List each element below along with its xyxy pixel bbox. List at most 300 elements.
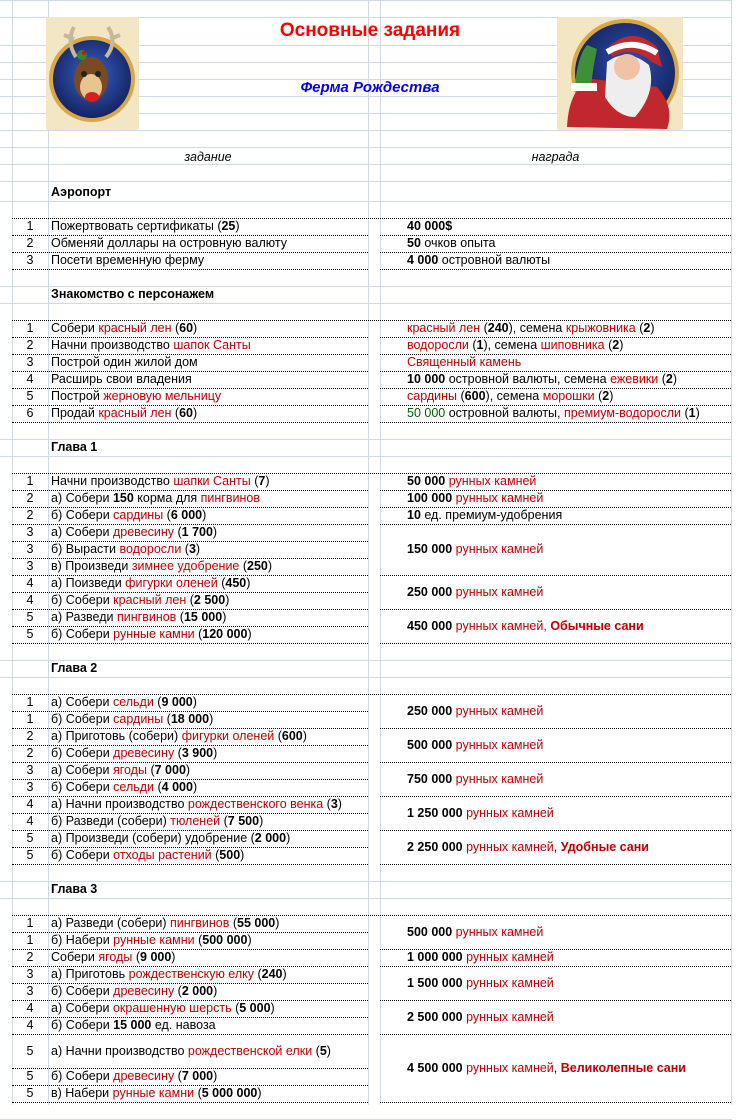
text-run: ед. навоза bbox=[151, 1018, 216, 1032]
task-text bbox=[51, 388, 221, 405]
task-number: 3 bbox=[26, 355, 34, 369]
task-text bbox=[51, 694, 197, 711]
text-run: пингвинов bbox=[170, 916, 230, 930]
task-text bbox=[51, 796, 342, 813]
text-run: 40 000$ bbox=[407, 219, 453, 233]
text-run: 15 000 bbox=[113, 1018, 152, 1032]
text-run: 50 000 bbox=[407, 474, 446, 488]
text-run: б) Собери bbox=[51, 984, 114, 998]
task-number: 2 bbox=[26, 746, 34, 760]
text-run: Расширь свои владения bbox=[51, 372, 192, 386]
task-number: 3 bbox=[26, 542, 34, 556]
task-text bbox=[51, 762, 190, 779]
reindeer-icon bbox=[46, 17, 139, 130]
text-run: рунные камни bbox=[113, 627, 195, 641]
reward-text bbox=[407, 490, 543, 507]
task-text bbox=[51, 813, 263, 830]
grid-hline bbox=[0, 201, 732, 202]
task-text bbox=[51, 354, 198, 371]
text-run: 9 000 bbox=[161, 695, 193, 709]
text-run: 9 000 bbox=[140, 950, 172, 964]
text-run: древесину bbox=[113, 984, 175, 998]
text-run: 4 000 bbox=[407, 253, 439, 267]
text-run: ( bbox=[176, 610, 184, 624]
grid-hline bbox=[0, 881, 732, 882]
reward-border bbox=[380, 269, 731, 270]
task-text bbox=[51, 609, 226, 626]
text-run: ( bbox=[229, 916, 238, 930]
task-number: 2 bbox=[26, 338, 34, 352]
text-run: ( bbox=[154, 780, 162, 794]
text-run: в) Произведи bbox=[51, 559, 132, 573]
text-run: 500 000 bbox=[202, 933, 248, 947]
text-run: 7 500 bbox=[227, 814, 260, 828]
task-text bbox=[51, 847, 244, 864]
text-run: ) bbox=[650, 321, 655, 335]
text-run: ) bbox=[213, 746, 218, 760]
task-number: 1 bbox=[26, 321, 34, 335]
reindeer-image bbox=[46, 17, 139, 130]
reward-text bbox=[407, 728, 543, 762]
grid-hline bbox=[0, 677, 732, 678]
text-run: ( bbox=[171, 406, 180, 420]
text-run: 250 000 bbox=[407, 704, 453, 718]
text-run: 2 bbox=[602, 389, 610, 403]
text-run: рунных камней bbox=[452, 585, 544, 599]
task-number: 1 bbox=[26, 219, 34, 233]
text-run: 240 bbox=[487, 321, 509, 335]
text-run: ) bbox=[212, 525, 218, 539]
task-text bbox=[51, 711, 213, 728]
text-run: Построй bbox=[51, 389, 104, 403]
text-run: 150 000 bbox=[407, 542, 453, 556]
task-number: 2 bbox=[26, 950, 34, 964]
text-run: окрашенную шерсть bbox=[112, 1001, 232, 1015]
text-run: рождественской елки bbox=[187, 1044, 313, 1058]
text-run: 2 bbox=[665, 372, 673, 386]
page-subtitle: Ферма Рождества bbox=[300, 79, 440, 96]
text-run: ежевики bbox=[610, 372, 659, 386]
task-number: 6 bbox=[26, 406, 34, 420]
reward-border bbox=[380, 643, 731, 644]
text-run: б) Разведи (собери) bbox=[51, 814, 171, 828]
text-run: ягоды bbox=[98, 950, 133, 964]
text-run: ) bbox=[195, 542, 201, 556]
text-run: а) Начни производство bbox=[51, 797, 188, 811]
text-run: 5 000 bbox=[239, 1001, 271, 1015]
task-number: 4 bbox=[26, 1018, 34, 1032]
row-border bbox=[12, 864, 368, 865]
text-run: ) bbox=[275, 916, 280, 930]
text-run: 25 bbox=[221, 219, 236, 233]
text-run: ( bbox=[323, 797, 331, 811]
reward-text bbox=[407, 575, 543, 609]
text-run: ( bbox=[254, 967, 262, 981]
text-run: б) Собери bbox=[51, 712, 114, 726]
task-number: 3 bbox=[26, 559, 34, 573]
text-run: премиум-водоросли bbox=[564, 406, 681, 420]
text-run: рождественскую елку bbox=[128, 967, 254, 981]
text-run: б) Собери bbox=[51, 508, 114, 522]
text-run: 4 000 bbox=[161, 780, 193, 794]
reward-text bbox=[407, 371, 677, 388]
text-run: б) Собери bbox=[51, 780, 114, 794]
text-run: 2 bbox=[612, 338, 620, 352]
text-run: рунных камней bbox=[452, 738, 544, 752]
text-run: Начни производство bbox=[51, 474, 174, 488]
text-run: рунных камней bbox=[452, 772, 544, 786]
task-number: 5 bbox=[26, 1086, 34, 1100]
text-run: древесину bbox=[113, 746, 175, 760]
text-run: рунных камней bbox=[445, 474, 537, 488]
text-run: ), семена bbox=[485, 389, 543, 403]
section-title: Аэропорт bbox=[51, 185, 112, 199]
reward-text bbox=[407, 796, 554, 830]
text-run: ) bbox=[193, 406, 198, 420]
text-run: Священный камень bbox=[407, 355, 522, 369]
text-run: ) bbox=[171, 950, 176, 964]
text-run: ед. премиум-удобрения bbox=[420, 508, 563, 522]
task-text bbox=[51, 779, 197, 796]
text-run: 450 000 bbox=[407, 619, 453, 633]
text-run: сардины bbox=[407, 389, 458, 403]
column-header-task: задание bbox=[184, 150, 232, 164]
text-run: рунных камней bbox=[452, 704, 544, 718]
task-text bbox=[51, 626, 252, 643]
text-run: рунных камней bbox=[462, 806, 554, 820]
text-run: красный лен bbox=[407, 321, 481, 335]
text-run: ) bbox=[282, 967, 287, 981]
text-run: ) bbox=[270, 1001, 275, 1015]
text-run: ) bbox=[672, 372, 678, 386]
text-run: , bbox=[543, 619, 551, 633]
text-run: ) bbox=[240, 848, 245, 862]
task-text bbox=[51, 592, 229, 609]
grid-hline bbox=[0, 0, 732, 1]
text-run: ) bbox=[202, 508, 207, 522]
text-run: рунных камней bbox=[462, 840, 554, 854]
task-number: 3 bbox=[26, 763, 34, 777]
text-run: а) Начни производство bbox=[51, 1044, 188, 1058]
section-title: Глава 1 bbox=[51, 440, 98, 454]
text-run: б) Собери bbox=[51, 746, 114, 760]
text-run: ( bbox=[194, 627, 203, 641]
task-text bbox=[51, 728, 307, 745]
text-run: ( bbox=[658, 372, 666, 386]
text-run: ) bbox=[337, 797, 342, 811]
text-run: сардины bbox=[113, 508, 164, 522]
text-run: водоросли bbox=[407, 338, 469, 352]
reward-text bbox=[407, 762, 543, 796]
text-run: ) bbox=[267, 559, 273, 573]
task-text bbox=[51, 371, 192, 388]
task-text bbox=[51, 490, 260, 507]
text-run: 10 bbox=[407, 508, 421, 522]
reward-text bbox=[407, 694, 543, 728]
text-run: ) bbox=[259, 814, 264, 828]
text-run: ) bbox=[222, 610, 227, 624]
text-run: Пожертвовать сертификаты bbox=[51, 219, 218, 233]
task-number: 4 bbox=[26, 797, 34, 811]
text-run: ( bbox=[250, 474, 259, 488]
task-number: 1 bbox=[26, 916, 34, 930]
task-number: 3 bbox=[26, 525, 34, 539]
text-run: ) bbox=[302, 729, 307, 743]
text-run: ) bbox=[609, 389, 614, 403]
text-run: Собери bbox=[51, 321, 99, 335]
text-run: 240 bbox=[261, 967, 283, 981]
text-run: морошки bbox=[542, 389, 595, 403]
task-text bbox=[51, 1000, 275, 1017]
reward-text bbox=[407, 218, 452, 235]
task-text bbox=[51, 473, 270, 490]
grid-hline bbox=[0, 130, 732, 131]
text-run: ( bbox=[146, 763, 155, 777]
task-number: 1 bbox=[26, 695, 34, 709]
text-run: ( bbox=[174, 1069, 182, 1083]
text-run: а) Собери bbox=[51, 491, 113, 505]
task-text bbox=[51, 983, 217, 1000]
text-run: а) Собери bbox=[51, 1001, 113, 1015]
reward-text bbox=[407, 354, 521, 371]
task-text bbox=[51, 966, 287, 983]
task-number: 5 bbox=[26, 389, 34, 403]
task-number: 4 bbox=[26, 372, 34, 386]
text-run: Построй один жилой дом bbox=[51, 355, 198, 369]
text-run: 3 900 bbox=[181, 746, 214, 760]
text-run: , bbox=[553, 840, 561, 854]
text-run: 600 bbox=[281, 729, 303, 743]
reward-text bbox=[407, 1000, 554, 1034]
text-run: рождественского венка bbox=[187, 797, 324, 811]
text-run: 1 bbox=[688, 406, 696, 420]
text-run: ( bbox=[274, 729, 282, 743]
text-run: ( bbox=[220, 814, 228, 828]
text-run: 1 250 000 bbox=[407, 806, 463, 820]
row-border bbox=[12, 643, 368, 644]
reward-text bbox=[407, 949, 554, 966]
text-run: ( bbox=[680, 406, 689, 420]
task-text bbox=[51, 320, 197, 337]
text-run: ( bbox=[181, 542, 189, 556]
text-run: рунные камни bbox=[112, 1086, 195, 1100]
text-run: в) Набери bbox=[51, 1086, 113, 1100]
task-number: 2 bbox=[26, 508, 34, 522]
text-run: ( bbox=[174, 525, 182, 539]
text-run: ) bbox=[286, 831, 291, 845]
text-run: фигурки оленей bbox=[125, 576, 218, 590]
text-run: Удобные сани bbox=[560, 840, 649, 854]
text-run: а) Произведи (собери) удобрение ( bbox=[51, 831, 255, 845]
text-run: рунных камней bbox=[462, 1010, 554, 1024]
text-run: 2 500 bbox=[193, 593, 226, 607]
text-run: 2 000 bbox=[254, 831, 287, 845]
task-number: 2 bbox=[26, 491, 34, 505]
task-number: 5 bbox=[26, 831, 34, 845]
text-run: ( bbox=[457, 389, 465, 403]
text-run: 7 bbox=[258, 474, 266, 488]
text-run: ( bbox=[163, 712, 171, 726]
row-border bbox=[12, 1102, 368, 1103]
reward-text bbox=[407, 473, 536, 490]
text-run: ), семена bbox=[508, 321, 566, 335]
text-run: ) bbox=[192, 695, 197, 709]
text-run: ( bbox=[186, 593, 194, 607]
task-number: 5 bbox=[26, 848, 34, 862]
text-run: 60 bbox=[179, 321, 194, 335]
task-text bbox=[51, 541, 200, 558]
text-run: а) Собери bbox=[51, 695, 113, 709]
text-run: ( bbox=[604, 338, 613, 352]
text-run: 500 000 bbox=[407, 738, 453, 752]
reward-text bbox=[407, 388, 613, 405]
text-run: островной валюты, bbox=[445, 406, 564, 420]
text-run: 600 bbox=[464, 389, 486, 403]
text-run: а) Собери bbox=[51, 763, 113, 777]
text-run: 100 000 bbox=[407, 491, 453, 505]
grid-hline bbox=[0, 660, 732, 661]
text-run: фигурки оленей bbox=[181, 729, 275, 743]
text-run: 55 000 bbox=[237, 916, 276, 930]
text-run: 2 500 000 bbox=[407, 1010, 463, 1024]
text-run: ( bbox=[239, 559, 248, 573]
task-number: 1 bbox=[26, 474, 34, 488]
text-run: рунных камней bbox=[462, 976, 554, 990]
text-run: 250 bbox=[247, 559, 268, 573]
reward-text bbox=[407, 320, 655, 337]
text-run: а) Приготовь bbox=[51, 967, 129, 981]
text-run: 10 000 bbox=[407, 372, 446, 386]
text-run: ) bbox=[192, 780, 198, 794]
task-text bbox=[51, 337, 251, 354]
row-border bbox=[12, 422, 368, 423]
text-run: ( bbox=[194, 933, 203, 947]
task-number: 2 bbox=[26, 236, 34, 250]
reward-text bbox=[407, 507, 562, 524]
task-number: 5 bbox=[26, 627, 34, 641]
task-text bbox=[51, 405, 197, 422]
reward-text bbox=[407, 609, 644, 643]
text-run: рунных камней bbox=[452, 619, 544, 633]
text-run: ) bbox=[235, 219, 240, 233]
text-run: ) bbox=[213, 1069, 218, 1083]
text-run: тюленей bbox=[170, 814, 221, 828]
grid-vline bbox=[731, 0, 732, 1105]
text-run: б) Собери bbox=[51, 593, 114, 607]
task-text bbox=[51, 1085, 262, 1102]
text-run: 1 500 000 bbox=[407, 976, 463, 990]
grid-hline bbox=[0, 147, 732, 148]
text-run: ( bbox=[171, 321, 180, 335]
task-text bbox=[51, 745, 217, 762]
text-run: ) bbox=[257, 1086, 262, 1100]
text-run: ( bbox=[211, 848, 220, 862]
text-run: 250 000 bbox=[407, 585, 453, 599]
text-run: Начни производство bbox=[51, 338, 174, 352]
task-number: 5 bbox=[26, 1069, 34, 1083]
text-run: Великолепные сани bbox=[560, 1061, 686, 1075]
task-number: 5 bbox=[26, 610, 34, 624]
text-run: ) bbox=[695, 406, 700, 420]
text-run: шапок Санты bbox=[173, 338, 251, 352]
text-run: ), семена bbox=[483, 338, 541, 352]
text-run: ) bbox=[193, 321, 198, 335]
text-run: сардины bbox=[113, 712, 164, 726]
task-text bbox=[51, 558, 272, 575]
text-run: жерновую мельницу bbox=[103, 389, 222, 403]
text-run: островной валюты bbox=[438, 253, 551, 267]
text-run: ) bbox=[209, 712, 214, 726]
text-run: 2 000 bbox=[181, 984, 214, 998]
text-run: рунных камней bbox=[462, 1061, 554, 1075]
text-run: а) Разведи bbox=[51, 610, 117, 624]
reward-text bbox=[407, 830, 649, 864]
reward-text bbox=[407, 252, 550, 269]
text-run: пингвинов bbox=[116, 610, 177, 624]
text-run: Посети временную ферму bbox=[51, 253, 205, 267]
text-run: ) bbox=[225, 593, 230, 607]
text-run: ( bbox=[480, 321, 488, 335]
reward-text bbox=[407, 966, 554, 1000]
text-run: 3 bbox=[188, 542, 196, 556]
text-run: б) Собери bbox=[51, 848, 114, 862]
task-number: 5 bbox=[26, 1044, 34, 1058]
task-number: 3 bbox=[26, 967, 34, 981]
text-run: 18 000 bbox=[170, 712, 210, 726]
task-number: 1 bbox=[26, 712, 34, 726]
text-run: шапки Санты bbox=[173, 474, 251, 488]
row-border bbox=[12, 269, 368, 270]
grid-hline bbox=[0, 439, 732, 440]
text-run: 15 000 bbox=[183, 610, 223, 624]
text-run: корма для bbox=[133, 491, 201, 505]
text-run: 1 700 bbox=[181, 525, 213, 539]
text-run: ) bbox=[185, 763, 191, 777]
text-run: ) bbox=[619, 338, 624, 352]
task-text bbox=[51, 915, 279, 932]
text-run: а) Собери bbox=[51, 525, 113, 539]
text-run: отходы растений bbox=[113, 848, 212, 862]
text-run: ( bbox=[231, 1001, 240, 1015]
grid-hline bbox=[0, 181, 732, 182]
reward-text bbox=[407, 405, 700, 422]
text-run: красный лен bbox=[113, 593, 187, 607]
text-run: 150 bbox=[112, 491, 134, 505]
text-run: древесину bbox=[113, 1069, 175, 1083]
task-number: 4 bbox=[26, 814, 34, 828]
text-run: зимнее удобрение bbox=[131, 559, 240, 573]
text-run: шиповника bbox=[540, 338, 605, 352]
text-run: а) Поизведи bbox=[51, 576, 126, 590]
text-run: водоросли bbox=[119, 542, 182, 556]
task-text bbox=[51, 830, 290, 847]
text-run: б) Собери bbox=[51, 627, 114, 641]
task-text bbox=[51, 932, 252, 949]
text-run: 2 bbox=[643, 321, 651, 335]
text-run: ( bbox=[468, 338, 477, 352]
task-number: 4 bbox=[26, 1001, 34, 1015]
text-run: ( bbox=[312, 1044, 320, 1058]
text-run: крыжовника bbox=[565, 321, 636, 335]
text-run: 7 000 bbox=[154, 763, 186, 777]
text-run: 6 000 bbox=[170, 508, 203, 522]
task-text bbox=[51, 1068, 217, 1085]
text-run: пингвинов bbox=[200, 491, 260, 505]
text-run: рунных камней bbox=[452, 542, 544, 556]
text-run: 1 000 000 bbox=[407, 950, 463, 964]
text-run: 500 000 bbox=[407, 925, 453, 939]
text-run: ) bbox=[247, 627, 252, 641]
